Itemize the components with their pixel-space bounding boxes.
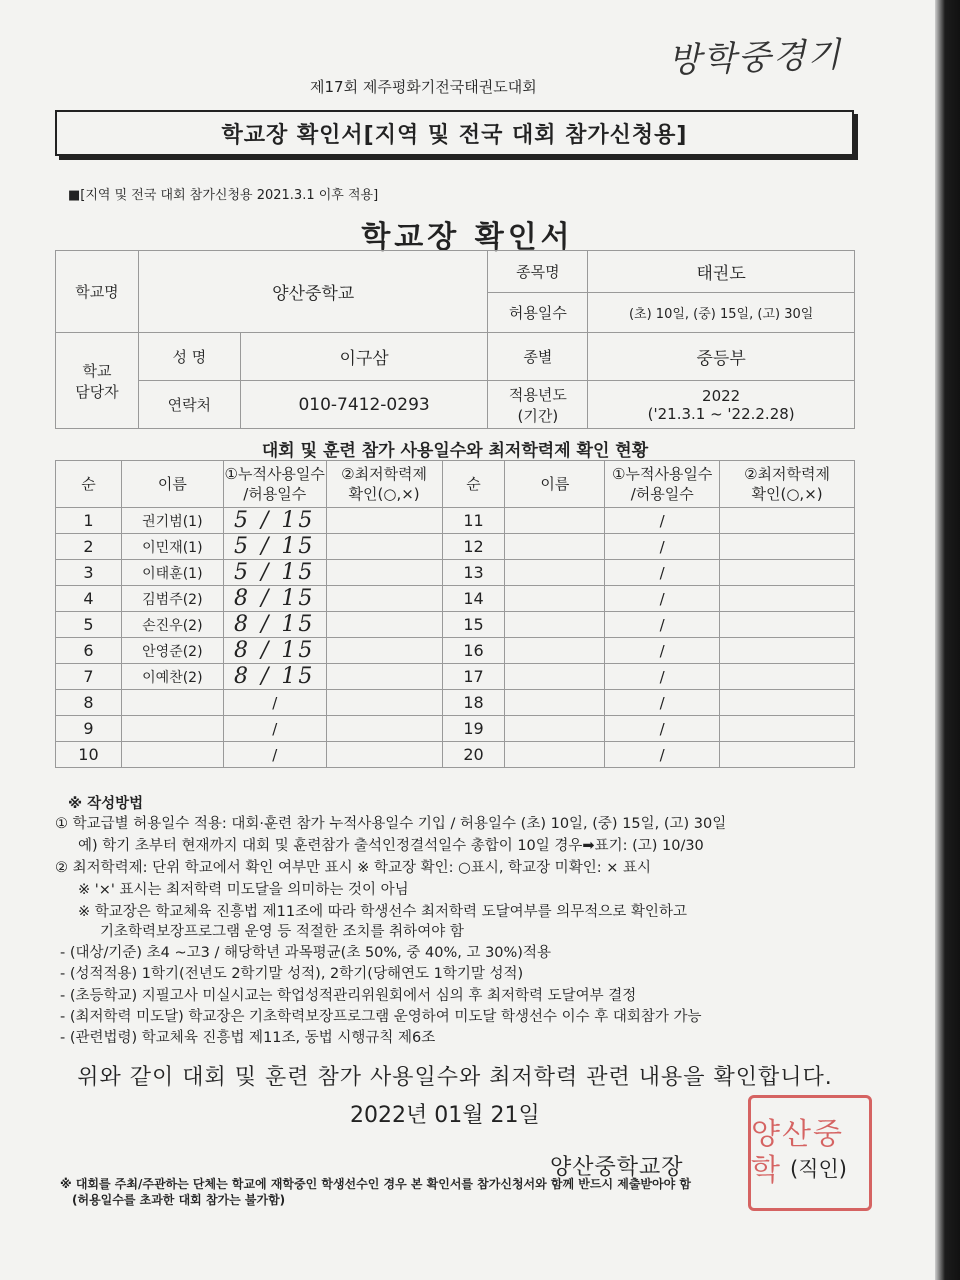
row-minimum	[326, 638, 442, 664]
seal-label: (직인)	[790, 1157, 847, 1181]
table-row	[56, 742, 855, 768]
handwritten-note: 방학중경기	[667, 34, 844, 82]
contact-label: 연락처	[138, 381, 240, 429]
table-row	[56, 664, 855, 690]
row-name: 손진우(2)	[121, 612, 223, 638]
year-value-line1: 2022	[702, 386, 741, 405]
school-label: 학교명	[56, 251, 139, 333]
row-no-2: 12	[442, 534, 505, 560]
row-usage: 5 / 15	[223, 508, 326, 534]
detail-1: - (대상/기준) 초4 ~고3 / 해당학년 과목평균(초 50%, 중 40%, 고 30%)적용	[60, 945, 551, 961]
detail-3: - (초등학교) 지필고사 미실시교는 학업성적관리위원회에서 심의 후 최저학력 도달여부 결정	[60, 988, 637, 1004]
row-name: 김범주(2)	[121, 586, 223, 612]
header-usage-2-line1: ①누적사용일수	[612, 465, 713, 483]
row-no: 2	[56, 534, 122, 560]
header-minimum-2-line1: ②최저학력제	[744, 465, 831, 483]
header-no: 순	[56, 461, 122, 508]
row-minimum	[326, 586, 442, 612]
row-no-2: 18	[442, 690, 505, 716]
row-no: 10	[56, 742, 122, 768]
confirm-statement: 위와 같이 대회 및 훈련 참가 사용일수와 최저학력 관련 내용을 확인합니다.	[77, 1065, 833, 1090]
row-minimum-2	[720, 690, 855, 716]
row-minimum-2	[720, 742, 855, 768]
row-name	[121, 716, 223, 742]
notes-heading: ※ 작성방법	[68, 796, 144, 812]
row-name-2	[505, 742, 605, 768]
sport-label: 종목명	[488, 251, 588, 293]
row-name	[121, 742, 223, 768]
official-seal: 양산중학	[748, 1095, 872, 1211]
footer-line-1: ※ 대회를 주최/주관하는 단체는 학교에 재학중인 학생선수인 경우 본 확인서를 참가신청서와 함께 반드시 제출받아야 함	[60, 1177, 691, 1191]
table-row	[56, 586, 855, 612]
row-name-2	[505, 586, 605, 612]
row-usage-2: /	[605, 742, 720, 768]
row-no: 3	[56, 560, 122, 586]
row-minimum-2	[720, 508, 855, 534]
row-name-2	[505, 664, 605, 690]
note-1: ① 학교급별 허용일수 적용: 대회·훈련 참가 누적사용일수 기입 / 허용일수 (초) 10일, (중) 15일, (고) 30일	[55, 816, 727, 832]
table-row	[56, 612, 855, 638]
header-name-2: 이름	[505, 461, 605, 508]
row-no-2: 13	[442, 560, 505, 586]
row-usage-2: /	[605, 534, 720, 560]
row-usage-2: /	[605, 690, 720, 716]
info-table	[55, 250, 855, 429]
year-value-line2: ('21.3.1 ~ '22.2.28)	[647, 404, 795, 423]
apply-note: ■[지역 및 전국 대회 참가신청용 2021.3.1 이후 적용]	[68, 188, 379, 203]
row-usage-2: /	[605, 664, 720, 690]
row-no: 7	[56, 664, 122, 690]
row-usage: 8 / 15	[223, 586, 326, 612]
row-usage: /	[223, 716, 326, 742]
row-no-2: 14	[442, 586, 505, 612]
row-minimum-2	[720, 534, 855, 560]
row-minimum	[326, 534, 442, 560]
row-minimum	[326, 716, 442, 742]
issue-date: 2022년 01월 21일	[350, 1103, 540, 1128]
row-name: 이민재(1)	[121, 534, 223, 560]
usage-table	[55, 460, 855, 768]
row-usage: 8 / 15	[223, 612, 326, 638]
row-minimum	[326, 508, 442, 534]
header-minimum-2-line2: 확인(○,×)	[751, 485, 823, 503]
year-label-line2: (기간)	[517, 406, 559, 425]
row-usage: /	[223, 690, 326, 716]
note-2-a: ※ '×' 표시는 최저학력 미도달을 의미하는 것이 아님	[78, 882, 409, 898]
row-usage-2: /	[605, 716, 720, 742]
detail-4: - (최저학력 미도달) 학교장은 기초학력보장프로그램 운영하여 미도달 학생선수 이수 후 대회참가 가능	[60, 1009, 702, 1025]
table-row	[56, 716, 855, 742]
name-label: 성 명	[138, 333, 240, 381]
row-no: 4	[56, 586, 122, 612]
manager-label-line1: 학교	[82, 361, 112, 380]
header-usage	[223, 461, 326, 508]
row-no: 1	[56, 508, 122, 534]
row-minimum	[326, 560, 442, 586]
table-row	[56, 690, 855, 716]
allowed-days-value: (초) 10일, (중) 15일, (고) 30일	[588, 293, 855, 333]
row-no-2: 15	[442, 612, 505, 638]
form-title-box: 학교장 확인서[지역 및 전국 대회 참가신청용]	[55, 110, 854, 156]
row-no: 9	[56, 716, 122, 742]
header-minimum	[326, 461, 442, 508]
row-name: 안영준(2)	[121, 638, 223, 664]
year-value	[588, 381, 855, 429]
row-minimum-2	[720, 586, 855, 612]
table-row	[56, 560, 855, 586]
row-name-2	[505, 690, 605, 716]
row-usage-2: /	[605, 560, 720, 586]
table-row	[56, 638, 855, 664]
row-minimum-2	[720, 560, 855, 586]
row-name-2	[505, 638, 605, 664]
row-minimum-2	[720, 664, 855, 690]
year-label-line1: 적용년도	[508, 385, 567, 404]
note-2-c: 기초학력보장프로그램 운영 등 적절한 조치를 취하여야 함	[100, 924, 464, 940]
row-no: 8	[56, 690, 122, 716]
header-usage-line2: /허용일수	[243, 485, 307, 503]
row-usage-2: /	[605, 612, 720, 638]
header-no-2: 순	[442, 461, 505, 508]
year-label	[488, 381, 588, 429]
contact-value: 010-7412-0293	[240, 381, 488, 429]
row-usage: 5 / 15	[223, 560, 326, 586]
row-minimum	[326, 742, 442, 768]
row-usage: /	[223, 742, 326, 768]
division-label: 종별	[488, 333, 588, 381]
row-minimum-2	[720, 612, 855, 638]
row-name-2	[505, 612, 605, 638]
row-usage-2: /	[605, 638, 720, 664]
header-name: 이름	[121, 461, 223, 508]
row-name-2	[505, 508, 605, 534]
background-edge	[935, 0, 960, 1280]
row-minimum-2	[720, 716, 855, 742]
row-minimum-2	[720, 638, 855, 664]
row-name	[121, 690, 223, 716]
name-value: 이구삼	[240, 333, 488, 381]
section-title: 대회 및 훈련 참가 사용일수와 최저학력제 확인 현황	[261, 441, 649, 461]
row-no-2: 17	[442, 664, 505, 690]
row-minimum	[326, 690, 442, 716]
header-usage-2	[605, 461, 720, 508]
manager-label-line2: 담당자	[75, 382, 119, 401]
header-usage-line1: ①누적사용일수	[224, 465, 325, 483]
detail-2: - (성적적용) 1학기(전년도 2학기말 성적), 2학기(당해연도 1학기말 성적)	[60, 966, 524, 982]
footer-note	[60, 1176, 691, 1208]
row-usage: 8 / 15	[223, 638, 326, 664]
division-value: 중등부	[588, 333, 855, 381]
row-minimum	[326, 664, 442, 690]
row-no-2: 16	[442, 638, 505, 664]
document-title: 학교장 확인서	[361, 220, 574, 255]
row-no-2: 19	[442, 716, 505, 742]
note-2: ② 최저학력제: 단위 학교에서 확인 여부만 표시 ※ 학교장 확인: ○표시, 학교장 미확인: × 표시	[55, 860, 651, 876]
header-minimum-2	[720, 461, 855, 508]
row-usage-2: /	[605, 508, 720, 534]
row-name-2	[505, 534, 605, 560]
note-2-b: ※ 학교장은 학교체육 진흥법 제11조에 따라 학생선수 최저학력 도달여부를 의무적으로 확인하고	[78, 904, 687, 920]
sport-value: 태권도	[588, 251, 855, 293]
allowed-days-label: 허용일수	[488, 293, 588, 333]
table-row	[56, 508, 855, 534]
school-value: 양산중학교	[138, 251, 488, 333]
row-no: 6	[56, 638, 122, 664]
row-name: 이태훈(1)	[121, 560, 223, 586]
row-name-2	[505, 560, 605, 586]
table-row	[56, 534, 855, 560]
manager-label	[56, 333, 139, 429]
principal-name: 양산중학교장	[550, 1155, 684, 1180]
table-header-row	[56, 461, 855, 508]
footer-line-2: (허용일수를 초과한 대회 참가는 불가함)	[72, 1193, 286, 1207]
event-name: 제17회 제주평화기전국태권도대회	[310, 78, 537, 96]
row-usage-2: /	[605, 586, 720, 612]
note-1-example: 예) 학기 초부터 현재까지 대회 및 훈련참가 출석인정결석일수 총합이 10일 경우➡표기: (고) 10/30	[78, 838, 704, 854]
row-usage: 5 / 15	[223, 534, 326, 560]
row-minimum	[326, 612, 442, 638]
header-minimum-line2: 확인(○,×)	[348, 485, 420, 503]
header-minimum-line1: ②최저학력제	[341, 465, 428, 483]
row-name: 이예찬(2)	[121, 664, 223, 690]
row-name-2	[505, 716, 605, 742]
row-no: 5	[56, 612, 122, 638]
row-usage: 8 / 15	[223, 664, 326, 690]
row-no-2: 11	[442, 508, 505, 534]
header-usage-2-line2: /허용일수	[630, 485, 694, 503]
row-name: 권기범(1)	[121, 508, 223, 534]
row-no-2: 20	[442, 742, 505, 768]
detail-5: - (관련법령) 학교체육 진흥법 제11조, 동법 시행규칙 제6조	[60, 1030, 436, 1046]
